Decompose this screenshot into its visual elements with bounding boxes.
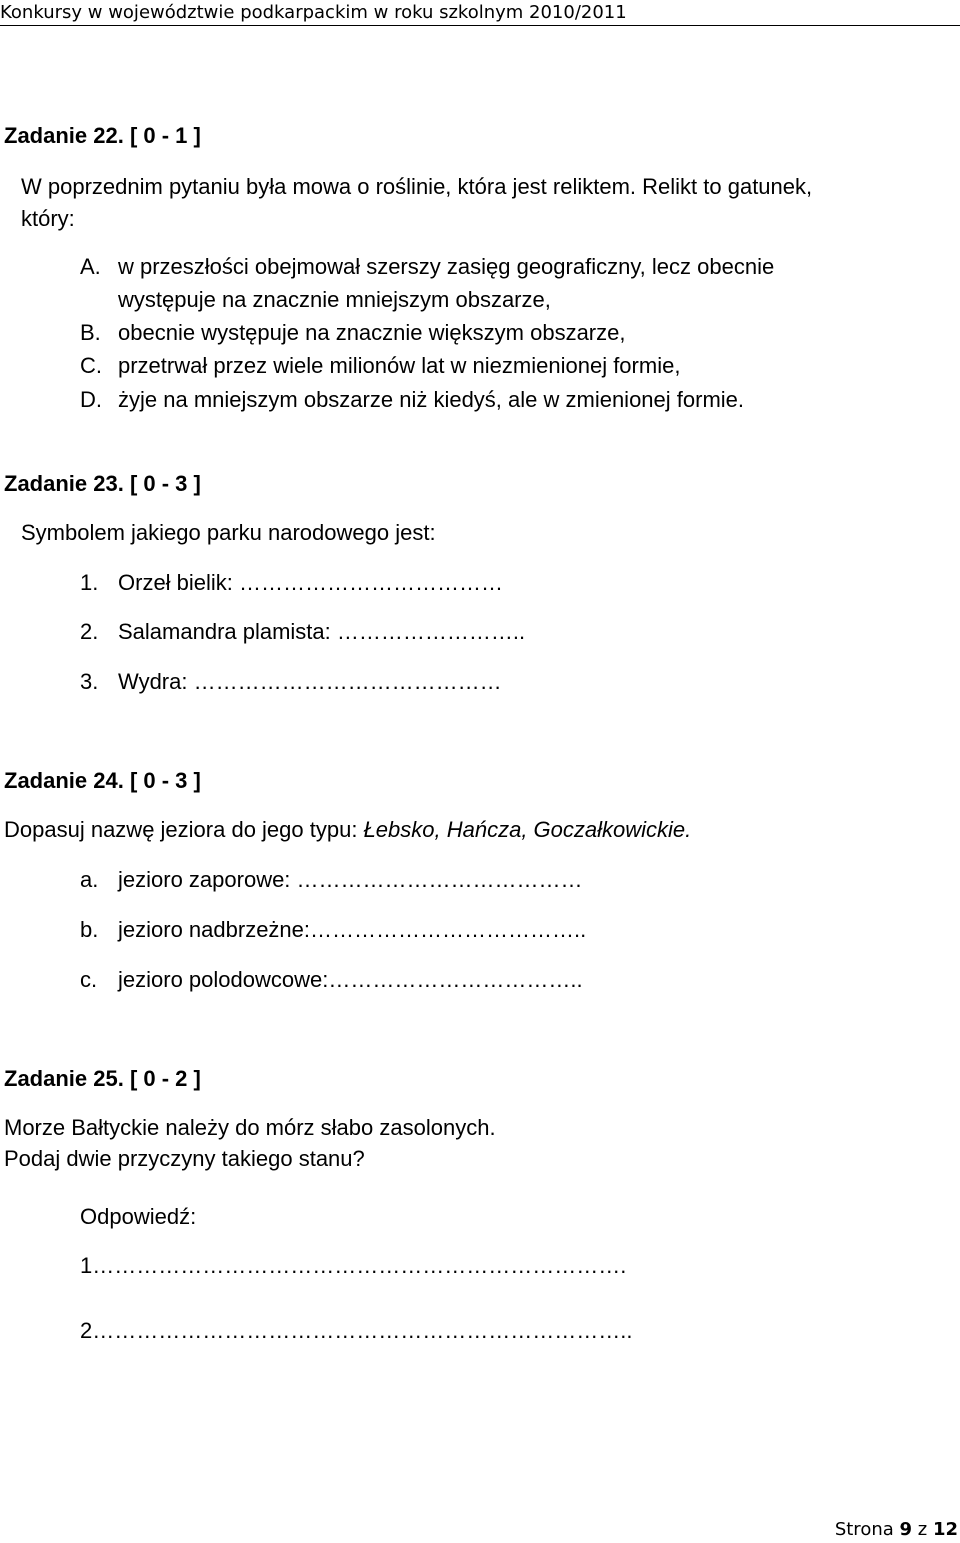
task22-option-d-text: żyje na mniejszym obszarze niż kiedyś, ale w zmienionej formie. bbox=[118, 387, 745, 412]
task23-item-3-text: Wydra: …………………………………… bbox=[118, 669, 502, 694]
answer-label: Odpowiedź: bbox=[80, 1204, 197, 1229]
task22-option-a-label: A. bbox=[80, 254, 101, 279]
task23-question: Symbolem jakiego parku narodowego jest: bbox=[21, 520, 436, 545]
footer-middle: z bbox=[912, 1519, 933, 1540]
page-footer bbox=[835, 1519, 958, 1540]
task22-question-line2: który: bbox=[21, 206, 75, 231]
task23-item-2-label: 2. bbox=[80, 619, 99, 644]
task22-option-a-text-cont: występuje na znacznie mniejszym obszarze, bbox=[118, 287, 551, 312]
task25-line2: Podaj dwie przyczyny takiego stanu? bbox=[4, 1146, 365, 1171]
task24-title: Zadanie 24. [ 0 - 3 ] bbox=[4, 768, 201, 793]
task24-question bbox=[4, 815, 691, 845]
task23-title: Zadanie 23. [ 0 - 3 ] bbox=[4, 471, 201, 496]
task24-item-c-text: jezioro polodowcowe:…………………………….. bbox=[118, 967, 583, 992]
task22-option-b-label: B. bbox=[80, 320, 101, 345]
task24-lake-names: Łebsko, Hańcza, Goczałkowickie. bbox=[363, 817, 692, 842]
task25-title: Zadanie 25. [ 0 - 2 ] bbox=[4, 1066, 201, 1091]
footer-total-pages: 12 bbox=[932, 1519, 958, 1540]
footer-prefix: Strona bbox=[834, 1519, 900, 1540]
header-title: Konkursy w województwie podkarpackim w roku szkolnym 2010/2011 bbox=[0, 2, 627, 23]
task23-item-2-text: Salamandra plamista: …………………….. bbox=[118, 619, 526, 644]
task22-option-c-label: C. bbox=[80, 353, 102, 378]
header-divider bbox=[0, 25, 960, 26]
task24-item-c-label: c. bbox=[80, 967, 98, 992]
task24-item-a-text: jezioro zaporowe: ………………………………… bbox=[118, 867, 583, 892]
task24-item-a-label: a. bbox=[80, 867, 99, 892]
task22-option-a-text: w przeszłości obejmował szerszy zasięg geograficzny, lecz obecnie bbox=[118, 254, 775, 279]
task22-option-b-text: obecnie występuje na znacznie większym obszarze, bbox=[118, 320, 626, 345]
task23-item-1-label: 1. bbox=[80, 570, 99, 595]
task25-line1: Morze Bałtyckie należy do mórz słabo zasolonych. bbox=[4, 1115, 496, 1140]
task22-title: Zadanie 22. [ 0 - 1 ] bbox=[4, 123, 201, 148]
task24-question-text: Dopasuj nazwę jeziora do jego typu: bbox=[4, 817, 364, 842]
answer-line-2: 2……………………………………………………………….. bbox=[80, 1318, 633, 1343]
page-header bbox=[0, 0, 960, 26]
task24-item-b-label: b. bbox=[80, 917, 99, 942]
task24-item-b-text: jezioro nadbrzeżne:……………………………….. bbox=[118, 917, 587, 942]
task22-question-line1: W poprzednim pytaniu była mowa o roślinie, która jest reliktem. Relikt to gatunek, bbox=[21, 174, 813, 199]
task22-option-c-text: przetrwał przez wiele milionów lat w niezmienionej formie, bbox=[118, 353, 681, 378]
task23-item-1-text: Orzeł bielik: ……………………………… bbox=[118, 570, 504, 595]
task22-option-d-label: D. bbox=[80, 387, 102, 412]
task23-item-3-label: 3. bbox=[80, 669, 99, 694]
answer-line-1: 1………………………………………………………………. bbox=[80, 1253, 627, 1278]
footer-page-number: 9 bbox=[899, 1519, 913, 1540]
